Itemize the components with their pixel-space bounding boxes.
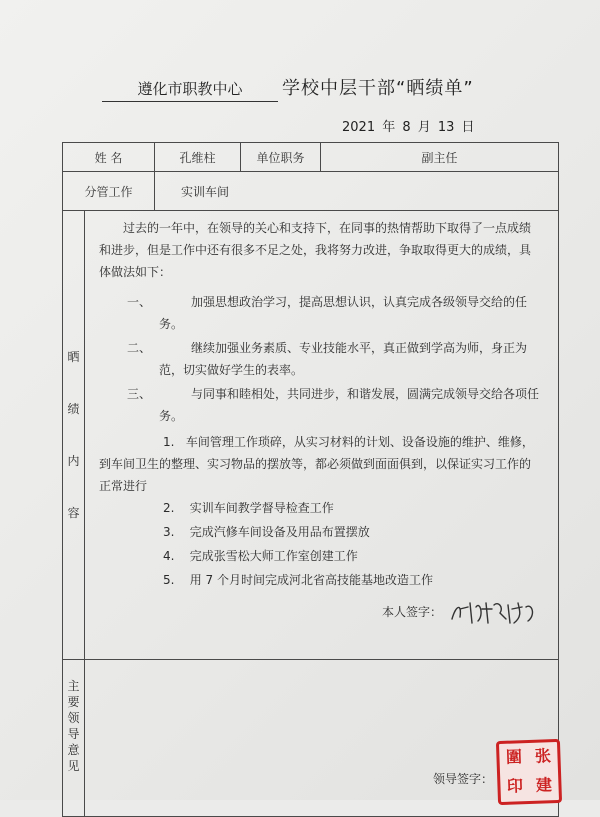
item-number: 三、 xyxy=(127,387,152,401)
content-label-cell xyxy=(63,211,85,660)
seal-char: 印 xyxy=(506,776,524,796)
intro-paragraph: 过去的一年中，在领导的关心和支持下，在同事的热情帮助下取得了一点成绩和进步，但是工作中还有很多不足之处，我将努力改进，争取取得更大的成绩，具体做法如下： xyxy=(99,221,532,279)
item-number: 一、 xyxy=(127,295,152,309)
name-value: 孔维柱 xyxy=(155,143,241,172)
seal-stamp-icon xyxy=(496,739,562,805)
handwritten-signature xyxy=(448,597,538,627)
opinion-label-char: 意 xyxy=(67,743,80,757)
opinion-cell xyxy=(85,660,559,817)
document-date: 2021 年 8 月 13 日 xyxy=(342,120,475,135)
sub-item-text: 车间管理工作琐碎，从实习材料的计划、设备设施的维护、维修，到车间卫生的整理、实习物品的摆放等，都必须做到面面俱到，以保证实习工作的正常进行 xyxy=(99,435,534,493)
achievement-form xyxy=(62,142,559,817)
list-item xyxy=(99,337,542,381)
sub-item-text: 实训车间教学督导检查工作 xyxy=(189,501,334,515)
school-name: 遵化市职教中心 xyxy=(102,78,278,102)
content-label-char: 晒 xyxy=(67,350,80,364)
dept-value: 实训车间 xyxy=(181,184,230,199)
document-title: 学校中层干部“晒绩单” xyxy=(282,78,474,99)
opinion-label-char: 主 xyxy=(67,679,80,693)
content-label-char: 绩 xyxy=(67,402,80,416)
item-text-cont: 范，切实做好学生的表率。 xyxy=(159,363,304,377)
opinion-label-char: 导 xyxy=(67,727,80,741)
sub-item xyxy=(99,569,542,591)
sub-item-number: 4. xyxy=(163,549,175,563)
name-label: 姓 名 xyxy=(63,143,155,172)
opinion-label-cell xyxy=(63,660,85,817)
item-text-cont: 务。 xyxy=(159,409,184,423)
sub-item-text: 用 7 个月时间完成河北省高技能基地改造工作 xyxy=(189,573,433,587)
sub-item xyxy=(99,497,542,519)
content-label-char: 容 xyxy=(67,506,80,520)
sub-item-number: 1. xyxy=(163,435,175,449)
position-label: 单位职务 xyxy=(241,143,321,172)
list-item xyxy=(99,291,542,335)
sub-item xyxy=(99,521,542,543)
opinion-label-char: 要 xyxy=(67,695,80,709)
document-header xyxy=(0,72,600,106)
seal-char: 建 xyxy=(535,775,553,795)
sub-item-text: 完成张雪松大师工作室创建工作 xyxy=(189,549,358,563)
self-signature-label: 本人签字： xyxy=(382,605,443,619)
content-cell xyxy=(85,211,559,660)
item-text-cont: 务。 xyxy=(159,317,184,331)
item-text: 继续加强业务素质、专业技能水平，真正做到学高为师，身正为 xyxy=(191,341,528,355)
sub-item-number: 5. xyxy=(163,573,175,587)
content-label-char: 内 xyxy=(67,454,80,468)
sub-item xyxy=(99,545,542,567)
self-signature-row xyxy=(382,597,538,627)
dept-label: 分管工作 xyxy=(63,172,155,211)
list-item xyxy=(99,383,542,427)
item-number: 二、 xyxy=(127,341,152,355)
position-value: 副主任 xyxy=(321,143,559,172)
sub-item-text: 完成汽修车间设备及用品布置摆放 xyxy=(189,525,370,539)
item-text: 加强思想政治学习，提高思想认识，认真完成各级领导交给的任 xyxy=(191,295,528,309)
dept-value-cell xyxy=(155,172,559,211)
sub-item-number: 2. xyxy=(163,501,175,515)
opinion-label-char: 见 xyxy=(67,759,80,773)
item-text: 与同事和睦相处，共同进步，和谐发展，圆满完成领导交给各项任 xyxy=(191,387,540,401)
seal-char: 张 xyxy=(534,746,552,766)
sub-item xyxy=(99,431,542,497)
leader-signature-label: 领导签字： xyxy=(433,772,494,786)
seal-char: 圍 xyxy=(505,747,523,767)
opinion-label-char: 领 xyxy=(67,711,80,725)
sub-item-number: 3. xyxy=(163,525,175,539)
